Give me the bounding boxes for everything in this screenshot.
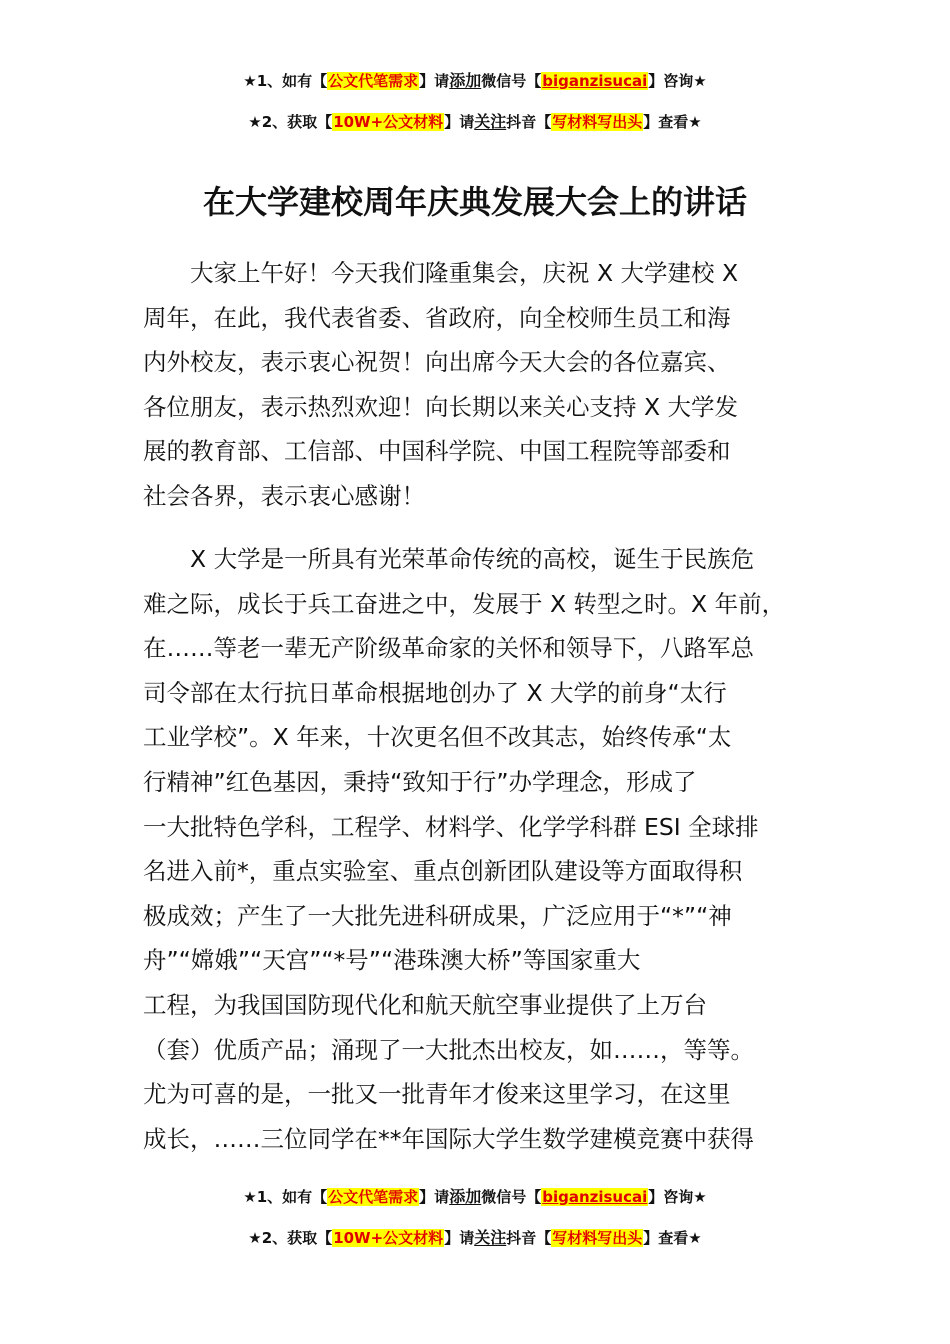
- paragraph-1: [143, 251, 833, 519]
- text-line: 舟”“嫦娥”“天宫”“*号”“港珠澳大桥”等国家重大: [143, 946, 641, 975]
- ad-highlight: 写材料写出头: [552, 113, 643, 131]
- ad-highlight: 公文代笔需求: [328, 1188, 419, 1206]
- ad-text: 微信号【: [481, 1188, 542, 1206]
- ad-highlight: 写材料写出头: [552, 1229, 643, 1247]
- paragraph-2: [143, 537, 833, 1161]
- ad-highlight: 公文代笔需求: [328, 72, 419, 90]
- ad-underlined: 添加: [449, 71, 482, 90]
- ad-text: 】请: [419, 1188, 450, 1206]
- text-line: 社会各界，表示衷心感谢！: [143, 481, 425, 510]
- text-line: 一大批特色学科，工程学、材料学、化学学科群 ESI 全球排: [143, 812, 759, 841]
- ad-text: 微信号【: [481, 72, 542, 90]
- text-line: 司令部在太行抗日革命根据地创办了 X 大学的前身“太行: [143, 678, 727, 707]
- text-line: 行精神”红色基因，秉持“致知于行”办学理念，形成了: [143, 767, 697, 796]
- footer-ad-line-2: [0, 1227, 950, 1249]
- footer-ad-line-1: [0, 1186, 950, 1208]
- text-line: 周年，在此，我代表省委、省政府，向全校师生员工和海: [143, 303, 731, 332]
- ad-text: 】查看★: [643, 113, 702, 131]
- ad-text: ★1、如有【: [243, 72, 328, 90]
- ad-underlined: 关注: [474, 1228, 507, 1247]
- ad-text: 】咨询★: [648, 1188, 707, 1206]
- text-line: 极成效；产生了一大批先进科研成果，广泛应用于“*”“神: [143, 901, 732, 930]
- text-line: （套）优质产品；涌现了一大批杰出校友，如……，等等。: [143, 1035, 754, 1064]
- ad-highlight: 10W+公文材料: [333, 113, 444, 131]
- text-line: 在……等老一辈无产阶级革命家的关怀和领导下，八路军总: [143, 634, 754, 663]
- wechat-id-link[interactable]: biganzisucai: [542, 72, 648, 90]
- ad-text: 】请: [444, 1229, 475, 1247]
- document-title: 在大学建校周年庆典发展大会上的讲话: [202, 183, 747, 221]
- text-line: 成长，……三位同学在**年国际大学生数学建模竞赛中获得: [143, 1124, 754, 1153]
- ad-text: 】咨询★: [648, 72, 707, 90]
- ad-text: 】请: [419, 72, 450, 90]
- text-line: 难之际，成长于兵工奋进之中，发展于 X 转型之时。X 年前，: [143, 589, 786, 618]
- text-line: 大家上午好！今天我们隆重集会，庆祝 X 大学建校 X: [190, 259, 739, 287]
- text-line: 工业学校”。X 年来，十次更名但不改其志，始终传承“太: [143, 723, 732, 752]
- text-line: X 大学是一所具有光荣革命传统的高校，诞生于民族危: [190, 545, 755, 573]
- wechat-id-link[interactable]: biganzisucai: [542, 1188, 648, 1206]
- header-ad-line-1: [0, 70, 950, 92]
- ad-underlined: 添加: [449, 1187, 482, 1206]
- text-line: 工程，为我国国防现代化和航天航空事业提供了上万台: [143, 990, 707, 1019]
- ad-text: 】请: [444, 113, 475, 131]
- text-line: 名进入前*，重点实验室、重点创新团队建设等方面取得积: [143, 857, 743, 886]
- ad-underlined: 关注: [474, 112, 507, 131]
- ad-text: ★2、获取【: [248, 1229, 333, 1247]
- ad-text: ★1、如有【: [243, 1188, 328, 1206]
- text-line: 展的教育部、工信部、中国科学院、中国工程院等部委和: [143, 437, 731, 466]
- ad-text: ★2、获取【: [248, 113, 333, 131]
- ad-text: 抖音【: [506, 113, 552, 131]
- text-line: 尤为可喜的是，一批又一批青年才俊来这里学习，在这里: [143, 1080, 731, 1109]
- header-ad-line-2: [0, 111, 950, 133]
- ad-highlight: 10W+公文材料: [333, 1229, 444, 1247]
- ad-text: 】查看★: [643, 1229, 702, 1247]
- text-line: 内外校友，表示衷心祝贺！向出席今天大会的各位嘉宾、: [143, 348, 731, 377]
- ad-text: 抖音【: [506, 1229, 552, 1247]
- text-line: 各位朋友，表示热烈欢迎！向长期以来关心支持 X 大学发: [143, 392, 739, 421]
